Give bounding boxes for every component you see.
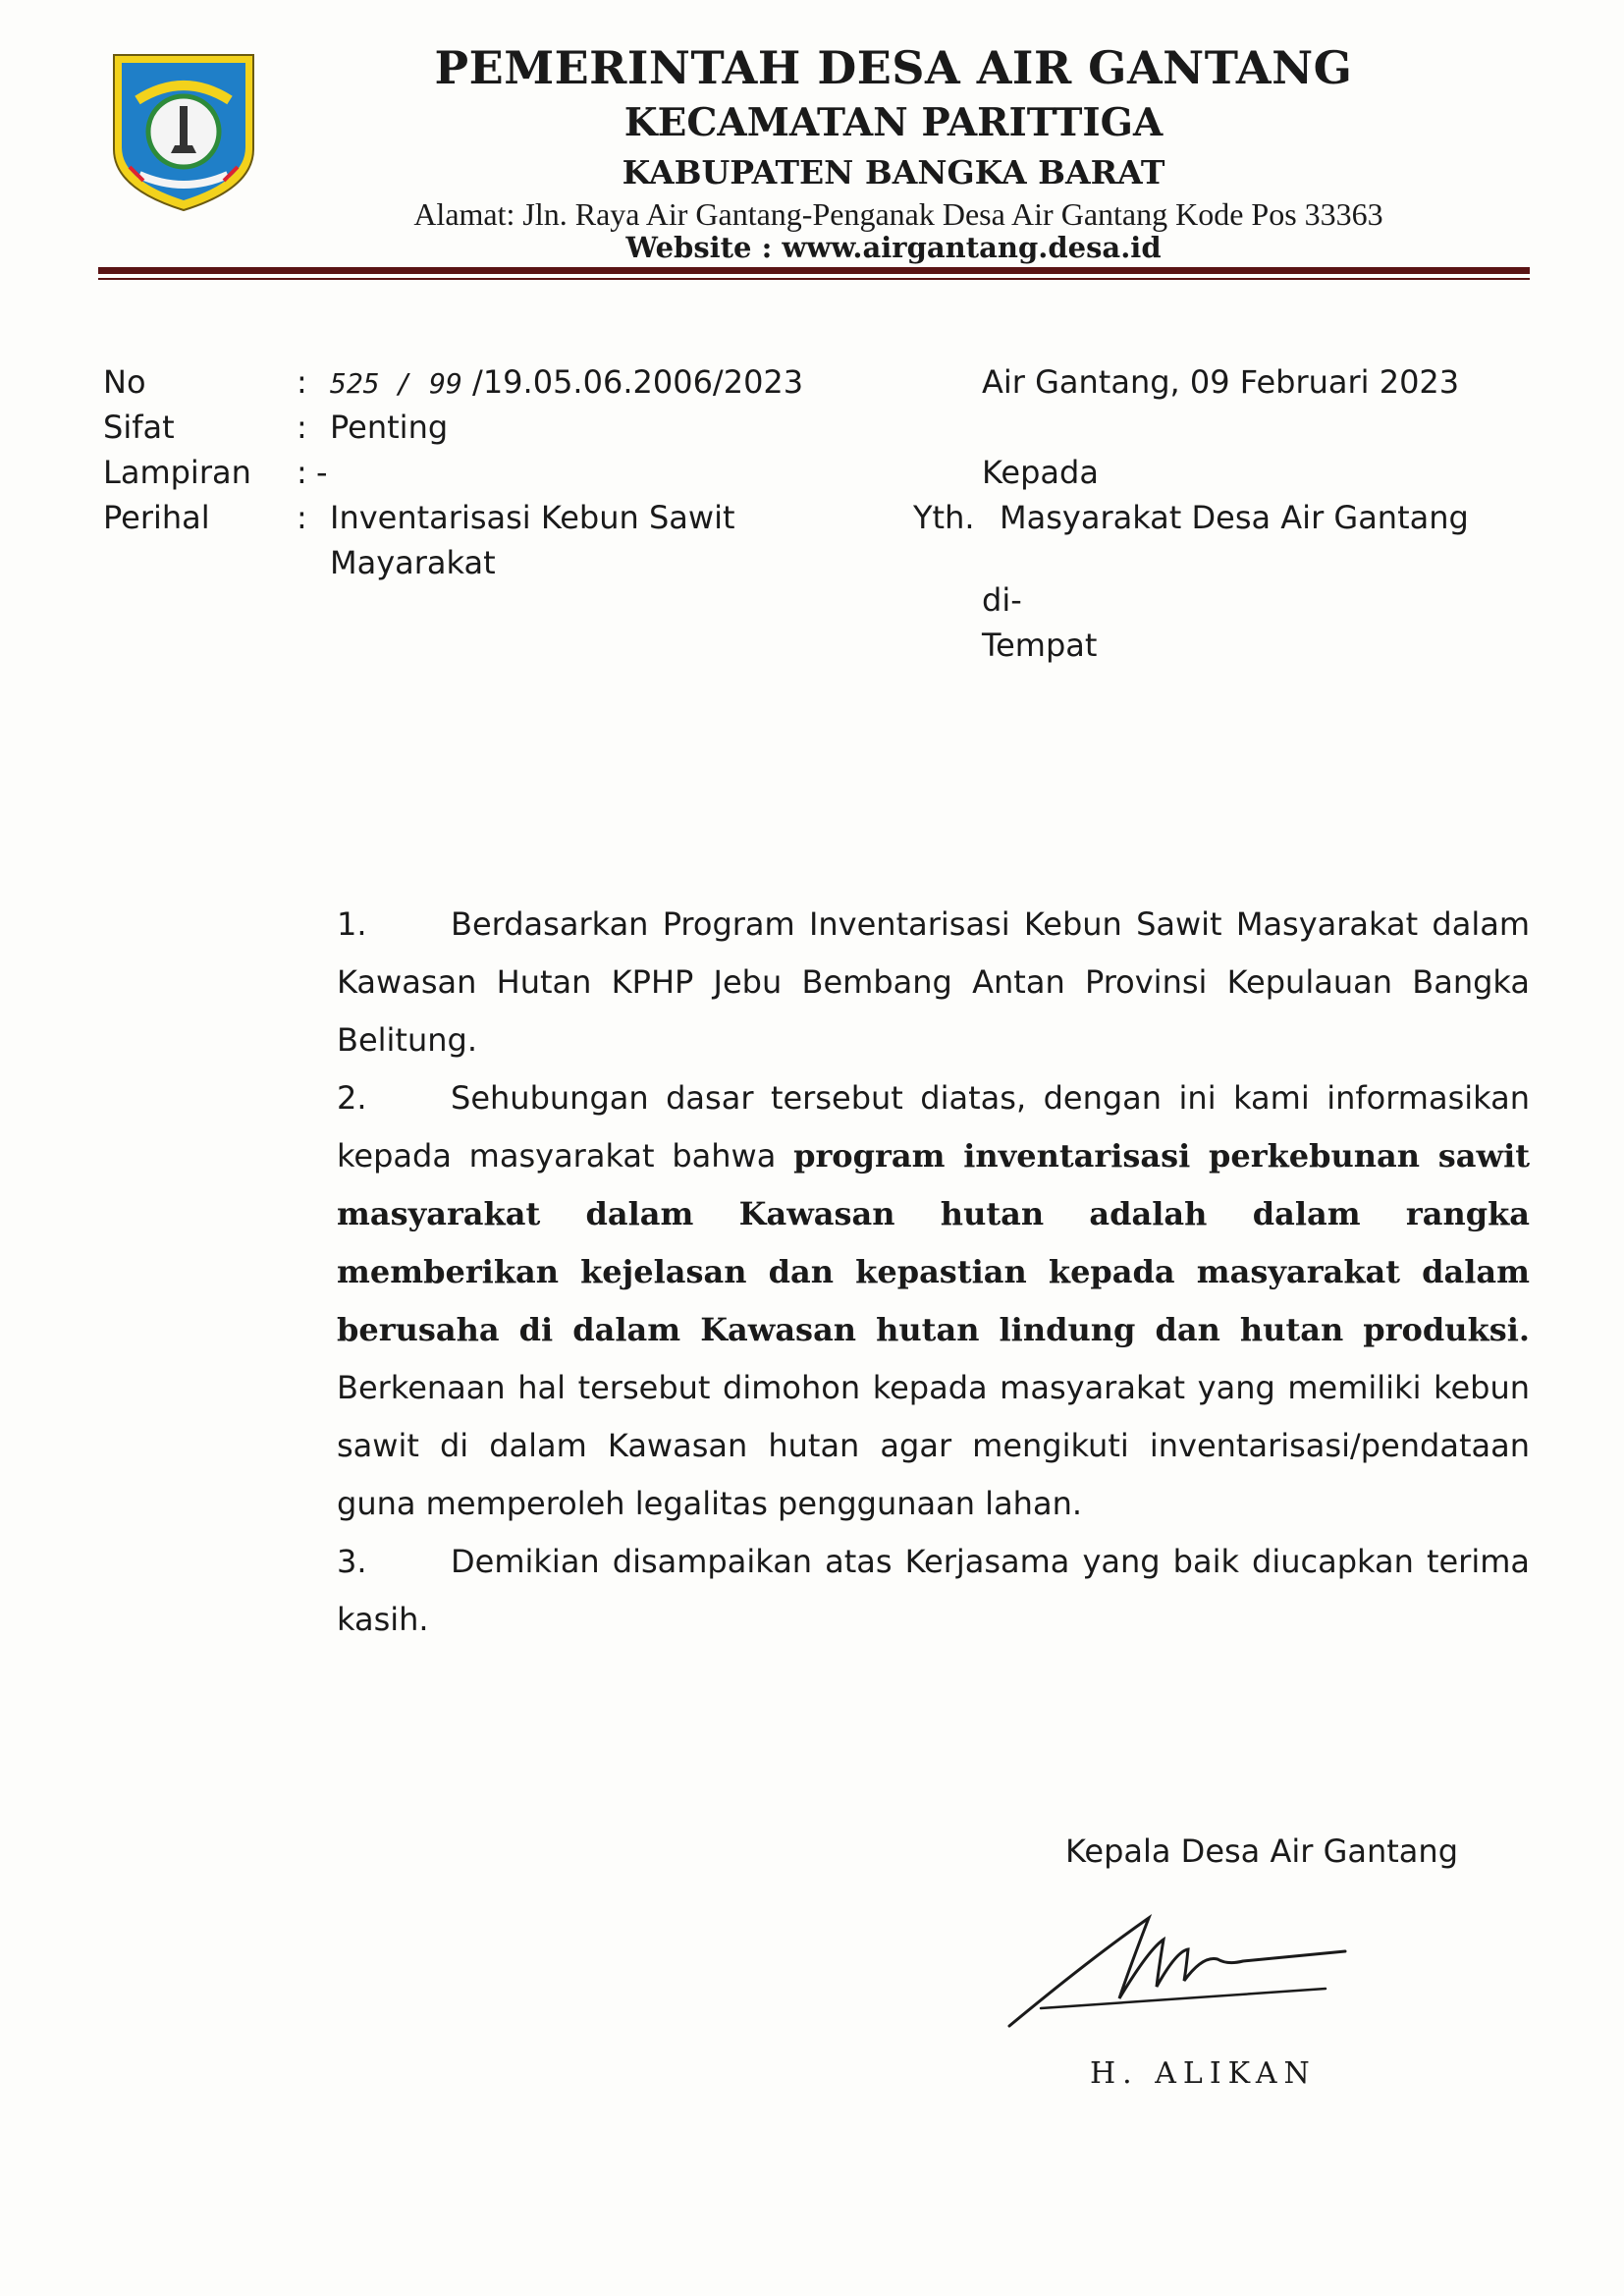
letter-number: /19.05.06.2006/2023 (472, 363, 804, 401)
recipient-yth: Yth. (913, 499, 975, 536)
paragraph-text: Sehubungan dasar tersebut diatas, dengan ini kami informasikan kepada masyarakat bahwa (337, 1079, 1530, 1175)
paragraph-emphasis: program inventarisasi perkebunan sawit masyarakat dalam Kawasan hutan adalah dalam rangka memberikan kejelasan dan kepastian kepada masyarakat dalam berusaha di dalam Kawasan hutan lindung dan hutan produksi. (337, 1137, 1530, 1348)
letterhead-divider-thin (98, 278, 1530, 280)
letter-body (337, 896, 1530, 1649)
meta-no-label: No (103, 363, 146, 401)
meta-lampiran-label: Lampiran (103, 454, 251, 491)
paragraph-text: Demikian disampaikan atas Kerjasama yang baik diucapkan terima kasih. (337, 1543, 1530, 1638)
meta-colon: : (297, 363, 307, 401)
meta-perihal-line2: Mayarakat (330, 544, 496, 581)
letterhead-address: Alamat: Jln. Raya Air Gantang-Penganak Desa Air Gantang Kode Pos 33363 (413, 196, 1383, 232)
paragraph-1 (337, 896, 1530, 1069)
meta-colon: : (297, 454, 307, 491)
handwritten-signature-icon (1001, 1900, 1355, 2038)
recipient-tempat: Tempat (982, 627, 1098, 664)
meta-no-value (330, 359, 803, 407)
paragraph-number: 1. (337, 905, 367, 943)
letterhead-website: Website : www.airgantang.desa.id (625, 231, 1162, 264)
paragraph-number: 2. (337, 1079, 367, 1117)
meta-colon: : (297, 409, 307, 446)
letterhead-district: KECAMATAN PARITTIGA (623, 100, 1164, 145)
paragraph-text: Berkenaan hal tersebut dimohon kepada masyarakat yang memiliki kebun sawit di dalam Kawasan hutan agar mengikuti inventarisasi/pendataan guna memperoleh legalitas penggunaan lahan. (337, 1369, 1530, 1522)
paragraph-2 (337, 1069, 1530, 1533)
letterhead-regency: KABUPATEN BANGKA BARAT (622, 153, 1165, 191)
meta-sifat-label: Sifat (103, 409, 175, 446)
meta-lampiran-value: - (316, 454, 328, 491)
meta-perihal-label: Perihal (103, 499, 210, 536)
letterhead-title: PEMERINTAH DESA AIR GANTANG (434, 41, 1353, 94)
handwritten-number: 525 / 99 (330, 367, 462, 400)
regency-emblem-icon (110, 51, 257, 214)
place-date: Air Gantang, 09 Februari 2023 (982, 363, 1460, 401)
meta-colon: : (297, 499, 307, 536)
recipient-di: di- (982, 581, 1022, 619)
meta-sifat-value: Penting (330, 409, 449, 446)
paragraph-text: Berdasarkan Program Inventarisasi Kebun Sawit Masyarakat dalam Kawasan Hutan KPHP Jebu Bembang Antan Provinsi Kepulauan Bangka Belitung. (337, 905, 1530, 1059)
paragraph-3 (337, 1533, 1530, 1649)
signatory-name: H. ALIKAN (1090, 2056, 1317, 2091)
recipient-name: Masyarakat Desa Air Gantang (1000, 499, 1469, 536)
signature-title: Kepala Desa Air Gantang (1065, 1832, 1458, 1870)
meta-perihal-line1: Inventarisasi Kebun Sawit (330, 499, 735, 536)
recipient-kepada: Kepada (982, 454, 1099, 491)
letterhead-divider (98, 267, 1530, 274)
paragraph-number: 3. (337, 1543, 367, 1580)
